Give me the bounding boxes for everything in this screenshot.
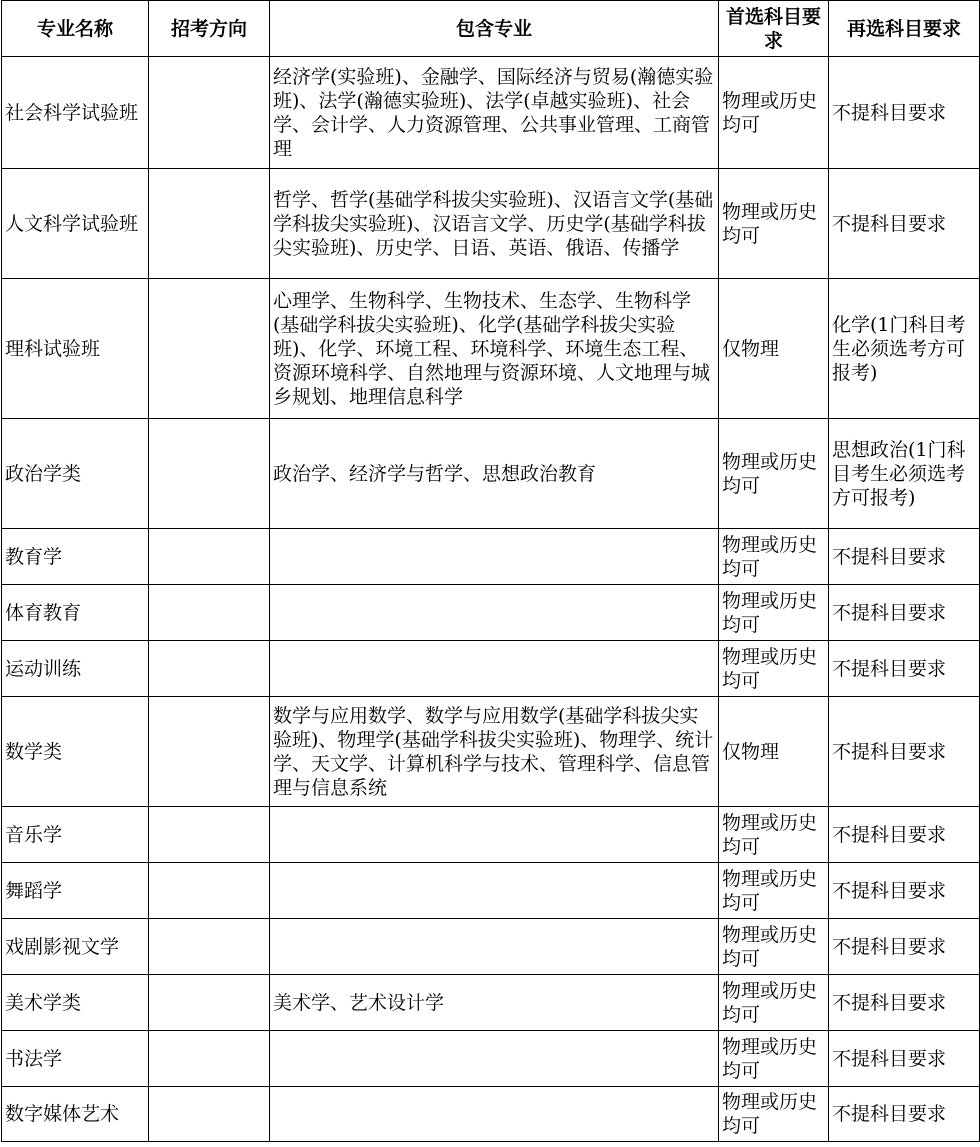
cell-included-majors <box>270 641 719 697</box>
cell-second-subject: 不提科目要求 <box>829 585 980 641</box>
cell-included-majors <box>270 807 719 863</box>
cell-major-name: 政治学类 <box>2 419 149 529</box>
cell-included-majors <box>270 863 719 919</box>
cell-included-majors <box>270 529 719 585</box>
cell-major-name: 美术学类 <box>2 975 149 1031</box>
cell-major-name: 数字媒体艺术 <box>2 1087 149 1142</box>
table-row <box>2 585 980 641</box>
cell-first-subject: 物理或历史均可 <box>719 419 829 529</box>
cell-second-subject: 不提科目要求 <box>829 975 980 1031</box>
cell-included-majors <box>270 585 719 641</box>
cell-first-subject: 物理或历史均可 <box>719 585 829 641</box>
cell-first-subject: 仅物理 <box>719 279 829 419</box>
cell-direction <box>149 807 270 863</box>
table-row <box>2 807 980 863</box>
cell-first-subject: 物理或历史均可 <box>719 807 829 863</box>
table-row <box>2 169 980 279</box>
table-row <box>2 1087 980 1142</box>
table-row <box>2 641 980 697</box>
cell-major-name: 书法学 <box>2 1031 149 1087</box>
header-first-subject: 首选科目要求 <box>719 1 829 57</box>
cell-major-name: 体育教育 <box>2 585 149 641</box>
cell-first-subject: 物理或历史均可 <box>719 529 829 585</box>
cell-direction <box>149 169 270 279</box>
cell-included-majors: 政治学、经济学与哲学、思想政治教育 <box>270 419 719 529</box>
cell-second-subject: 不提科目要求 <box>829 919 980 975</box>
cell-major-name: 社会科学试验班 <box>2 57 149 169</box>
cell-major-name: 教育学 <box>2 529 149 585</box>
cell-included-majors <box>270 1087 719 1142</box>
table-row <box>2 57 980 169</box>
cell-second-subject: 化学(1门科目考生必须选考方可报考) <box>829 279 980 419</box>
cell-first-subject: 物理或历史均可 <box>719 1087 829 1142</box>
table-row <box>2 697 980 807</box>
cell-second-subject: 不提科目要求 <box>829 1087 980 1142</box>
table-header <box>2 1 980 57</box>
cell-major-name: 运动训练 <box>2 641 149 697</box>
requirements-table <box>1 0 980 1142</box>
cell-included-majors: 哲学、哲学(基础学科拔尖实验班)、汉语言文学(基础学科拔尖实验班)、汉语言文学、历史学(基础学科拔尖实验班)、历史学、日语、英语、俄语、传播学 <box>270 169 719 279</box>
header-second-subject: 再选科目要求 <box>829 1 980 57</box>
cell-second-subject: 思想政治(1门科目考生必须选考方可报考) <box>829 419 980 529</box>
cell-direction <box>149 697 270 807</box>
cell-included-majors <box>270 919 719 975</box>
cell-second-subject: 不提科目要求 <box>829 1031 980 1087</box>
table-row <box>2 1031 980 1087</box>
cell-direction <box>149 419 270 529</box>
cell-second-subject: 不提科目要求 <box>829 863 980 919</box>
cell-major-name: 数学类 <box>2 697 149 807</box>
cell-direction <box>149 641 270 697</box>
cell-major-name: 舞蹈学 <box>2 863 149 919</box>
cell-first-subject: 物理或历史均可 <box>719 919 829 975</box>
table-row <box>2 529 980 585</box>
cell-second-subject: 不提科目要求 <box>829 169 980 279</box>
header-included-majors: 包含专业 <box>270 1 719 57</box>
cell-major-name: 音乐学 <box>2 807 149 863</box>
cell-direction <box>149 279 270 419</box>
table-row <box>2 919 980 975</box>
table-row <box>2 279 980 419</box>
cell-first-subject: 仅物理 <box>719 697 829 807</box>
cell-first-subject: 物理或历史均可 <box>719 641 829 697</box>
cell-first-subject: 物理或历史均可 <box>719 169 829 279</box>
cell-direction <box>149 863 270 919</box>
table-body <box>2 57 980 1142</box>
header-row <box>2 1 980 57</box>
cell-major-name: 戏剧影视文学 <box>2 919 149 975</box>
cell-second-subject: 不提科目要求 <box>829 697 980 807</box>
header-major-name: 专业名称 <box>2 1 149 57</box>
cell-direction <box>149 919 270 975</box>
cell-direction <box>149 585 270 641</box>
cell-included-majors: 经济学(实验班)、金融学、国际经济与贸易(瀚德实验班)、法学(瀚德实验班)、法学(卓越实验班)、社会学、会计学、人力资源管理、公共事业管理、工商管理 <box>270 57 719 169</box>
cell-included-majors: 美术学、艺术设计学 <box>270 975 719 1031</box>
table-row <box>2 975 980 1031</box>
cell-first-subject: 物理或历史均可 <box>719 1031 829 1087</box>
cell-direction <box>149 975 270 1031</box>
cell-second-subject: 不提科目要求 <box>829 641 980 697</box>
cell-included-majors <box>270 1031 719 1087</box>
table-row <box>2 863 980 919</box>
cell-major-name: 人文科学试验班 <box>2 169 149 279</box>
cell-first-subject: 物理或历史均可 <box>719 975 829 1031</box>
cell-direction <box>149 1031 270 1087</box>
cell-direction <box>149 529 270 585</box>
cell-second-subject: 不提科目要求 <box>829 807 980 863</box>
header-direction: 招考方向 <box>149 1 270 57</box>
cell-included-majors: 数学与应用数学、数学与应用数学(基础学科拔尖实验班)、物理学(基础学科拔尖实验班)、物理学、统计学、天文学、计算机科学与技术、管理科学、信息管理与信息系统 <box>270 697 719 807</box>
cell-direction <box>149 1087 270 1142</box>
cell-included-majors: 心理学、生物科学、生物技术、生态学、生物科学(基础学科拔尖实验班)、化学(基础学科拔尖实验班)、化学、环境工程、环境科学、环境生态工程、资源环境科学、自然地理与资源环境、人文地理与城乡规划、地理信息科学 <box>270 279 719 419</box>
cell-second-subject: 不提科目要求 <box>829 57 980 169</box>
cell-first-subject: 物理或历史均可 <box>719 57 829 169</box>
cell-first-subject: 物理或历史均可 <box>719 863 829 919</box>
cell-second-subject: 不提科目要求 <box>829 529 980 585</box>
table-row <box>2 419 980 529</box>
cell-direction <box>149 57 270 169</box>
cell-major-name: 理科试验班 <box>2 279 149 419</box>
